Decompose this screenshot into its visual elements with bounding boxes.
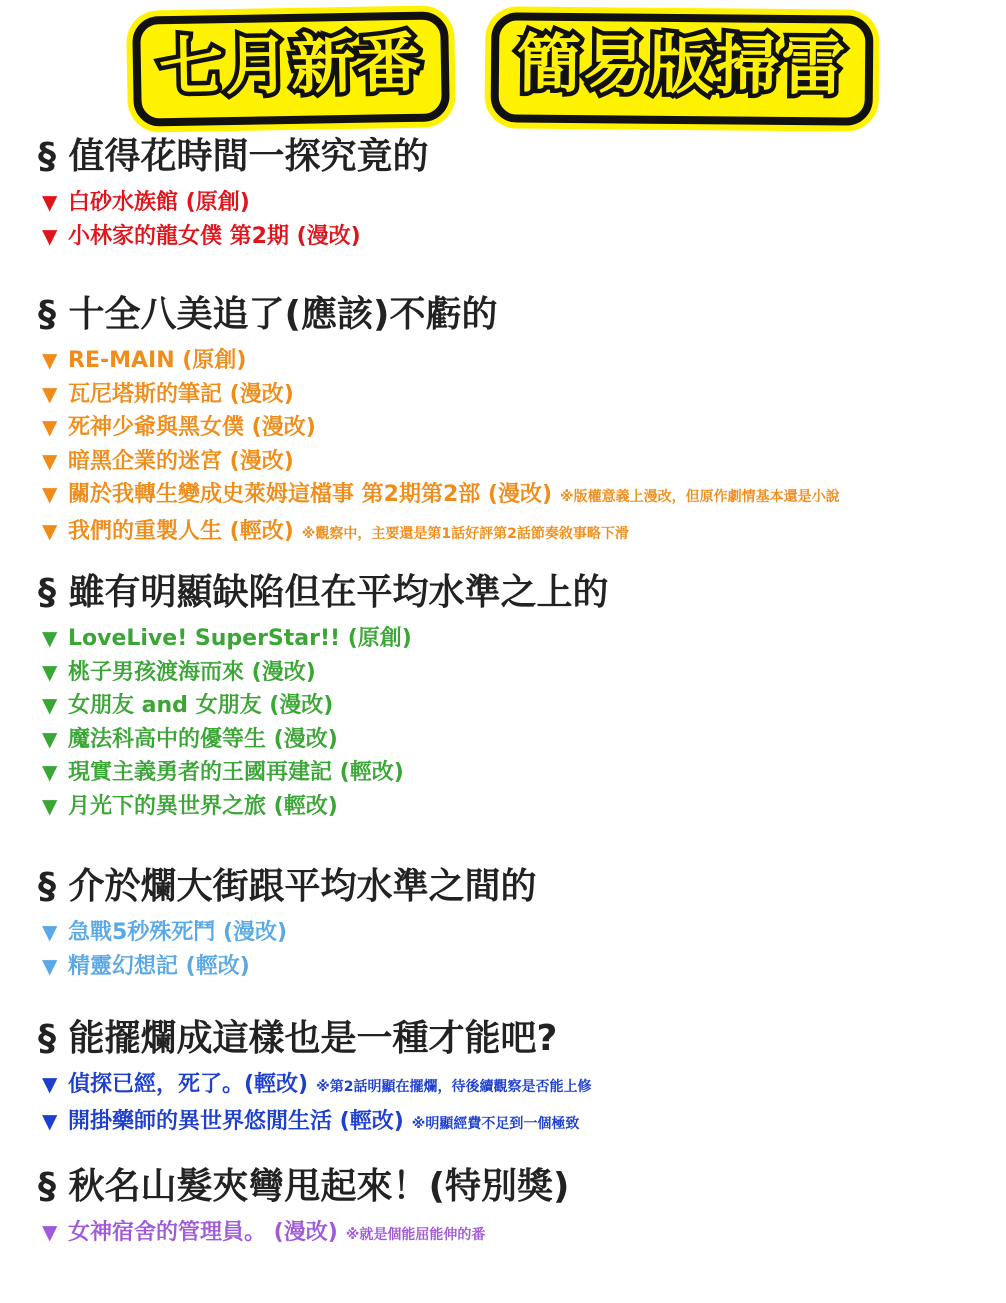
list-item [42, 756, 978, 790]
item-note: ※版權意義上漫改，但原作劇情基本還是小說 [560, 489, 840, 505]
triangle-marker-icon: ▼ [42, 518, 58, 543]
list-item [42, 186, 978, 220]
section-heading: § 介於爛大街跟平均水準之間的 [38, 866, 537, 907]
list-item [42, 378, 978, 412]
item-note: ※第2話明顯在擺爛，待後續觀察是否能上修 [316, 1079, 592, 1095]
list-item [42, 478, 978, 515]
list-item [42, 950, 978, 984]
item-note: ※明顯經費不足到一個極致 [411, 1115, 580, 1132]
triangle-marker-icon: ▼ [42, 381, 58, 406]
triangle-marker-icon: ▼ [42, 1072, 58, 1096]
banner-right: 簡易版掃雷 [491, 12, 874, 125]
item-note: ※觀察中，主要還是第1話好評第2話節奏敘事略下滑 [301, 525, 629, 542]
triangle-marker-icon: ▼ [42, 659, 58, 684]
list-item [42, 344, 978, 378]
item-title: 我們的重製人生 (輕改) [68, 518, 294, 544]
item-title: LoveLive! SuperStar!! (原創) [68, 626, 412, 651]
list-item [42, 445, 978, 479]
section-special-award [38, 1164, 978, 1253]
item-title: 女朋友 and 女朋友 (漫改) [68, 693, 334, 718]
item-title: 魔法科高中的優等生 (漫改) [68, 726, 338, 752]
list-item [42, 515, 978, 552]
item-title: 現實主義勇者的王國再建記 (輕改) [68, 760, 404, 785]
item-title: 小林家的龍女僕 第2期 (漫改) [68, 223, 361, 249]
section-heading: § 值得花時間一探究竟的 [38, 136, 429, 177]
list-item [42, 411, 978, 445]
triangle-marker-icon: ▼ [42, 693, 58, 717]
triangle-marker-icon: ▼ [42, 415, 58, 439]
section-heading: § 雖有明顯缺陷但在平均水準之上的 [38, 572, 609, 613]
item-title: 死神少爺與黑女僕 (漫改) [68, 415, 316, 440]
list-item [42, 1068, 978, 1105]
section-worth-watching [38, 134, 978, 253]
triangle-marker-icon: ▼ [42, 1220, 58, 1244]
item-note: ※就是個能屈能伸的番 [345, 1227, 486, 1243]
list-item [42, 723, 978, 757]
section-heading: § 十全八美追了(應該)不虧的 [38, 294, 498, 335]
list-item [42, 656, 978, 690]
triangle-marker-icon: ▼ [42, 348, 58, 372]
list-item [42, 622, 978, 656]
item-title: RE-MAIN (原創) [68, 348, 247, 373]
section-mediocre [38, 864, 978, 983]
list-item [42, 1105, 978, 1142]
section-slacking [38, 1016, 978, 1141]
item-title: 急戰5秒殊死鬥 (漫改) [68, 920, 288, 945]
triangle-marker-icon: ▼ [42, 626, 58, 650]
triangle-marker-icon: ▼ [42, 482, 58, 506]
list-item [42, 689, 978, 723]
triangle-marker-icon: ▼ [42, 760, 58, 784]
triangle-marker-icon: ▼ [42, 793, 58, 818]
item-title: 精靈幻想記 (輕改) [68, 953, 250, 979]
triangle-marker-icon: ▼ [42, 223, 58, 248]
item-title: 白砂水族館 (原創) [68, 190, 250, 215]
list-item [42, 1216, 978, 1253]
section-decent [38, 292, 978, 551]
section-above-average [38, 570, 978, 823]
triangle-marker-icon: ▼ [42, 190, 58, 214]
title-banner [0, 14, 1006, 124]
item-title: 女神宿舍的管理員。 (漫改) [68, 1220, 338, 1245]
item-title: 暗黑企業的迷宮 (漫改) [68, 448, 294, 474]
triangle-marker-icon: ▼ [42, 953, 58, 978]
list-item [42, 916, 978, 950]
triangle-marker-icon: ▼ [42, 920, 58, 944]
triangle-marker-icon: ▼ [42, 1108, 58, 1133]
item-title: 偵探已經，死了。(輕改) [68, 1072, 309, 1097]
item-title: 月光下的異世界之旅 (輕改) [68, 793, 338, 819]
item-title: 開掛藥師的異世界悠閒生活 (輕改) [68, 1108, 404, 1134]
triangle-marker-icon: ▼ [42, 726, 58, 751]
item-title: 關於我轉生變成史萊姆這檔事 第2期第2部 (漫改) [68, 482, 553, 507]
item-title: 桃子男孩渡海而來 (漫改) [68, 659, 316, 685]
item-title: 瓦尼塔斯的筆記 (漫改) [68, 381, 294, 407]
list-item [42, 220, 978, 254]
banner-left: 七月新番 [132, 11, 450, 126]
section-heading: § 秋名山髮夾彎甩起來！(特別獎) [38, 1166, 570, 1207]
triangle-marker-icon: ▼ [42, 448, 58, 473]
list-item [42, 790, 978, 824]
section-heading: § 能擺爛成這樣也是一種才能吧? [38, 1018, 558, 1059]
